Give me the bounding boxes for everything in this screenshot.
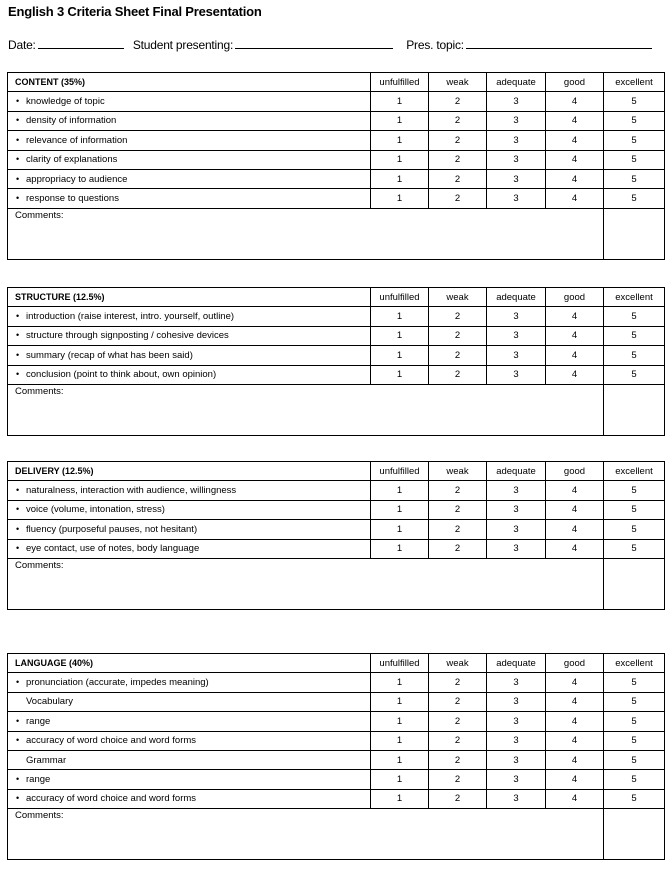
criterion-label bbox=[8, 731, 371, 750]
score-option-4[interactable]: 4 bbox=[546, 731, 604, 750]
criterion-label bbox=[8, 189, 371, 208]
bullet-icon: • bbox=[16, 311, 20, 322]
score-option-5[interactable]: 5 bbox=[604, 520, 665, 539]
score-option-3[interactable]: 3 bbox=[487, 150, 546, 169]
criterion-row bbox=[8, 712, 665, 731]
score-option-1[interactable]: 1 bbox=[371, 92, 429, 111]
bullet-icon: • bbox=[16, 774, 20, 785]
bullet-icon: • bbox=[16, 504, 20, 515]
score-option-3[interactable]: 3 bbox=[487, 111, 546, 130]
criterion-row bbox=[8, 92, 665, 111]
score-option-5[interactable]: 5 bbox=[604, 346, 665, 365]
criterion-label bbox=[8, 111, 371, 130]
bullet-icon: • bbox=[16, 330, 20, 341]
score-option-2[interactable]: 2 bbox=[429, 770, 487, 789]
score-option-5[interactable]: 5 bbox=[604, 111, 665, 130]
scale-header-excellent: excellent bbox=[604, 288, 665, 307]
bullet-icon: • bbox=[16, 134, 20, 145]
criterion-subheading bbox=[8, 750, 371, 769]
score-option-5[interactable]: 5 bbox=[604, 539, 665, 558]
score-option-5[interactable]: 5 bbox=[604, 692, 665, 711]
section-total-cell[interactable] bbox=[604, 558, 665, 609]
score-option-2[interactable]: 2 bbox=[429, 539, 487, 558]
score-option-5[interactable]: 5 bbox=[604, 500, 665, 519]
scale-header-unfulfilled: unfulfilled bbox=[371, 73, 429, 92]
score-option-1[interactable]: 1 bbox=[371, 131, 429, 150]
criterion-text: Vocabulary bbox=[26, 696, 74, 708]
section-heading: DELIVERY (12.5%) bbox=[8, 462, 371, 481]
score-option-3[interactable]: 3 bbox=[487, 346, 546, 365]
score-option-2[interactable]: 2 bbox=[429, 150, 487, 169]
score-option-2[interactable]: 2 bbox=[429, 169, 487, 188]
scale-header-weak: weak bbox=[429, 288, 487, 307]
criterion-row bbox=[8, 770, 665, 789]
criterion-text: voice (volume, intonation, stress) bbox=[26, 504, 165, 516]
comments-row bbox=[8, 208, 665, 259]
score-option-3[interactable]: 3 bbox=[487, 500, 546, 519]
score-option-4[interactable]: 4 bbox=[546, 169, 604, 188]
criterion-row bbox=[8, 169, 665, 188]
scale-header-adequate: adequate bbox=[487, 73, 546, 92]
score-option-4[interactable]: 4 bbox=[546, 712, 604, 731]
score-option-2[interactable]: 2 bbox=[429, 789, 487, 808]
section-total-cell[interactable] bbox=[604, 809, 665, 860]
criterion-text: summary (recap of what has been said) bbox=[26, 349, 193, 361]
criterion-subheading bbox=[8, 692, 371, 711]
score-option-4[interactable]: 4 bbox=[546, 750, 604, 769]
score-option-1[interactable]: 1 bbox=[371, 326, 429, 345]
criterion-text: Grammar bbox=[26, 754, 67, 766]
comments-field[interactable] bbox=[8, 558, 371, 609]
criterion-text: response to questions bbox=[26, 193, 119, 205]
criterion-text: range bbox=[26, 774, 51, 786]
score-option-1[interactable]: 1 bbox=[371, 692, 429, 711]
scale-header-good: good bbox=[546, 288, 604, 307]
bullet-icon: • bbox=[16, 735, 20, 746]
bullet-icon: • bbox=[16, 349, 20, 360]
score-option-2[interactable]: 2 bbox=[429, 673, 487, 692]
criterion-row bbox=[8, 131, 665, 150]
score-option-2[interactable]: 2 bbox=[429, 326, 487, 345]
criterion-label bbox=[8, 365, 371, 384]
criterion-label bbox=[8, 150, 371, 169]
score-option-3[interactable]: 3 bbox=[487, 326, 546, 345]
score-option-3[interactable]: 3 bbox=[487, 539, 546, 558]
criteria-table-delivery bbox=[7, 461, 665, 610]
score-option-4[interactable]: 4 bbox=[546, 481, 604, 500]
table-header-row bbox=[8, 462, 665, 481]
score-option-3[interactable]: 3 bbox=[487, 520, 546, 539]
criterion-label bbox=[8, 520, 371, 539]
criterion-text: clarity of explanations bbox=[26, 154, 118, 166]
score-option-3[interactable]: 3 bbox=[487, 169, 546, 188]
bullet-icon: • bbox=[16, 485, 20, 496]
score-option-3[interactable]: 3 bbox=[487, 789, 546, 808]
score-option-5[interactable]: 5 bbox=[604, 131, 665, 150]
score-option-2[interactable]: 2 bbox=[429, 346, 487, 365]
score-option-4[interactable]: 4 bbox=[546, 770, 604, 789]
score-option-1[interactable]: 1 bbox=[371, 346, 429, 365]
scale-header-adequate: adequate bbox=[487, 462, 546, 481]
scale-header-adequate: adequate bbox=[487, 654, 546, 673]
score-option-1[interactable]: 1 bbox=[371, 520, 429, 539]
criterion-row bbox=[8, 750, 665, 769]
score-option-5[interactable]: 5 bbox=[604, 712, 665, 731]
date-field[interactable] bbox=[38, 37, 124, 49]
score-option-3[interactable]: 3 bbox=[487, 131, 546, 150]
score-option-2[interactable]: 2 bbox=[429, 365, 487, 384]
student-presenting-label: Student presenting: bbox=[132, 38, 234, 52]
criterion-text: conclusion (point to think about, own opinion) bbox=[26, 369, 217, 381]
score-option-2[interactable]: 2 bbox=[429, 481, 487, 500]
score-option-4[interactable]: 4 bbox=[546, 692, 604, 711]
scale-header-excellent: excellent bbox=[604, 73, 665, 92]
score-option-4[interactable]: 4 bbox=[546, 131, 604, 150]
score-option-2[interactable]: 2 bbox=[429, 712, 487, 731]
bullet-icon: • bbox=[16, 115, 20, 126]
criteria-table-content bbox=[7, 72, 665, 260]
score-option-4[interactable]: 4 bbox=[546, 500, 604, 519]
presentation-topic-label: Pres. topic: bbox=[406, 38, 464, 52]
score-option-5[interactable]: 5 bbox=[604, 750, 665, 769]
table-header-row bbox=[8, 654, 665, 673]
score-option-1[interactable]: 1 bbox=[371, 731, 429, 750]
criterion-text: density of information bbox=[26, 115, 117, 127]
score-option-4[interactable]: 4 bbox=[546, 673, 604, 692]
comments-row bbox=[8, 384, 665, 435]
score-option-4[interactable]: 4 bbox=[546, 346, 604, 365]
score-option-4[interactable]: 4 bbox=[546, 520, 604, 539]
scale-header-good: good bbox=[546, 73, 604, 92]
score-option-4[interactable]: 4 bbox=[546, 92, 604, 111]
score-option-2[interactable]: 2 bbox=[429, 111, 487, 130]
criterion-row bbox=[8, 189, 665, 208]
score-option-3[interactable]: 3 bbox=[487, 189, 546, 208]
section-total-cell[interactable] bbox=[604, 384, 665, 435]
score-option-1[interactable]: 1 bbox=[371, 539, 429, 558]
section-heading: LANGUAGE (40%) bbox=[8, 654, 371, 673]
score-option-1[interactable]: 1 bbox=[371, 500, 429, 519]
score-option-1[interactable]: 1 bbox=[371, 189, 429, 208]
criterion-row bbox=[8, 673, 665, 692]
criterion-label bbox=[8, 770, 371, 789]
criterion-text: introduction (raise interest, intro. yourself, outline) bbox=[26, 311, 235, 323]
criterion-row bbox=[8, 365, 665, 384]
criterion-text: relevance of information bbox=[26, 134, 128, 146]
score-option-1[interactable]: 1 bbox=[371, 365, 429, 384]
bullet-icon: • bbox=[16, 154, 20, 165]
scale-header-weak: weak bbox=[429, 73, 487, 92]
criterion-text: naturalness, interaction with audience, willingness bbox=[26, 485, 237, 497]
comments-area[interactable] bbox=[371, 384, 604, 435]
score-option-2[interactable]: 2 bbox=[429, 307, 487, 326]
criterion-row bbox=[8, 111, 665, 130]
score-option-4[interactable]: 4 bbox=[546, 365, 604, 384]
bullet-icon: • bbox=[16, 793, 20, 804]
criterion-label bbox=[8, 169, 371, 188]
scale-header-unfulfilled: unfulfilled bbox=[371, 288, 429, 307]
bullet-icon: • bbox=[16, 96, 20, 107]
score-option-1[interactable]: 1 bbox=[371, 150, 429, 169]
criterion-text: structure through signposting / cohesive devices bbox=[26, 330, 229, 342]
comments-area[interactable] bbox=[371, 558, 604, 609]
section-heading: STRUCTURE (12.5%) bbox=[8, 288, 371, 307]
criterion-text: range bbox=[26, 715, 51, 727]
scale-header-good: good bbox=[546, 654, 604, 673]
document-title: English 3 Criteria Sheet Final Presentation bbox=[8, 4, 262, 19]
comments-area[interactable] bbox=[371, 208, 604, 259]
criterion-text: knowledge of topic bbox=[26, 96, 105, 108]
score-option-3[interactable]: 3 bbox=[487, 673, 546, 692]
section-heading: CONTENT (35%) bbox=[8, 73, 371, 92]
score-option-5[interactable]: 5 bbox=[604, 307, 665, 326]
score-option-1[interactable]: 1 bbox=[371, 712, 429, 731]
score-option-3[interactable]: 3 bbox=[487, 92, 546, 111]
criterion-text: accuracy of word choice and word forms bbox=[26, 735, 197, 747]
comments-field[interactable] bbox=[8, 384, 371, 435]
criteria-table-structure bbox=[7, 287, 665, 436]
score-option-4[interactable]: 4 bbox=[546, 111, 604, 130]
table-header-row bbox=[8, 73, 665, 92]
date-label: Date: bbox=[8, 38, 36, 52]
criterion-row bbox=[8, 731, 665, 750]
score-option-3[interactable]: 3 bbox=[487, 770, 546, 789]
score-option-5[interactable]: 5 bbox=[604, 326, 665, 345]
score-option-3[interactable]: 3 bbox=[487, 307, 546, 326]
criterion-label bbox=[8, 539, 371, 558]
criterion-text: eye contact, use of notes, body language bbox=[26, 543, 200, 555]
criterion-row bbox=[8, 539, 665, 558]
comments-field[interactable] bbox=[8, 208, 371, 259]
score-option-3[interactable]: 3 bbox=[487, 712, 546, 731]
section-total-cell[interactable] bbox=[604, 208, 665, 259]
comments-area[interactable] bbox=[371, 809, 604, 860]
score-option-2[interactable]: 2 bbox=[429, 731, 487, 750]
criteria-table-language bbox=[7, 653, 665, 860]
score-option-1[interactable]: 1 bbox=[371, 169, 429, 188]
score-option-4[interactable]: 4 bbox=[546, 789, 604, 808]
scale-header-unfulfilled: unfulfilled bbox=[371, 654, 429, 673]
criterion-row bbox=[8, 326, 665, 345]
comments-label: Comments: bbox=[15, 385, 64, 397]
criterion-row bbox=[8, 150, 665, 169]
score-option-3[interactable]: 3 bbox=[487, 731, 546, 750]
bullet-icon: • bbox=[16, 369, 20, 380]
scale-header-unfulfilled: unfulfilled bbox=[371, 462, 429, 481]
criterion-label bbox=[8, 712, 371, 731]
table-header-row bbox=[8, 288, 665, 307]
criterion-row bbox=[8, 692, 665, 711]
score-option-5[interactable]: 5 bbox=[604, 150, 665, 169]
score-option-1[interactable]: 1 bbox=[371, 673, 429, 692]
score-option-2[interactable]: 2 bbox=[429, 520, 487, 539]
student-presenting-field[interactable] bbox=[235, 37, 393, 49]
score-option-4[interactable]: 4 bbox=[546, 307, 604, 326]
score-option-2[interactable]: 2 bbox=[429, 131, 487, 150]
score-option-4[interactable]: 4 bbox=[546, 189, 604, 208]
comments-field[interactable] bbox=[8, 809, 371, 860]
score-option-5[interactable]: 5 bbox=[604, 189, 665, 208]
scale-header-good: good bbox=[546, 462, 604, 481]
score-option-2[interactable]: 2 bbox=[429, 189, 487, 208]
score-option-5[interactable]: 5 bbox=[604, 365, 665, 384]
score-option-2[interactable]: 2 bbox=[429, 500, 487, 519]
score-option-5[interactable]: 5 bbox=[604, 169, 665, 188]
score-option-5[interactable]: 5 bbox=[604, 481, 665, 500]
score-option-5[interactable]: 5 bbox=[604, 673, 665, 692]
score-option-3[interactable]: 3 bbox=[487, 481, 546, 500]
score-option-4[interactable]: 4 bbox=[546, 539, 604, 558]
criterion-label bbox=[8, 326, 371, 345]
score-option-1[interactable]: 1 bbox=[371, 481, 429, 500]
criterion-label bbox=[8, 131, 371, 150]
score-option-1[interactable]: 1 bbox=[371, 307, 429, 326]
criterion-label bbox=[8, 500, 371, 519]
score-option-5[interactable]: 5 bbox=[604, 731, 665, 750]
bullet-icon: • bbox=[16, 715, 20, 726]
criterion-label bbox=[8, 307, 371, 326]
comments-row bbox=[8, 558, 665, 609]
bullet-icon: • bbox=[16, 193, 20, 204]
score-option-3[interactable]: 3 bbox=[487, 365, 546, 384]
score-option-1[interactable]: 1 bbox=[371, 789, 429, 808]
criterion-row bbox=[8, 500, 665, 519]
bullet-icon: • bbox=[16, 523, 20, 534]
criterion-text: pronunciation (accurate, impedes meaning) bbox=[26, 677, 209, 689]
score-option-2[interactable]: 2 bbox=[429, 750, 487, 769]
score-option-1[interactable]: 1 bbox=[371, 111, 429, 130]
criterion-row bbox=[8, 307, 665, 326]
score-option-5[interactable]: 5 bbox=[604, 789, 665, 808]
criterion-row bbox=[8, 520, 665, 539]
criterion-row bbox=[8, 481, 665, 500]
criterion-label bbox=[8, 481, 371, 500]
criterion-label bbox=[8, 789, 371, 808]
score-option-1[interactable]: 1 bbox=[371, 750, 429, 769]
score-option-5[interactable]: 5 bbox=[604, 92, 665, 111]
presentation-info-line bbox=[8, 37, 668, 52]
score-option-2[interactable]: 2 bbox=[429, 692, 487, 711]
scale-header-adequate: adequate bbox=[487, 288, 546, 307]
criterion-text: fluency (purposeful pauses, not hesitant) bbox=[26, 523, 198, 535]
presentation-topic-field[interactable] bbox=[466, 37, 652, 49]
comments-label: Comments: bbox=[15, 209, 64, 221]
scale-header-weak: weak bbox=[429, 462, 487, 481]
criterion-label bbox=[8, 673, 371, 692]
comments-row bbox=[8, 809, 665, 860]
comments-label: Comments: bbox=[15, 810, 64, 822]
score-option-5[interactable]: 5 bbox=[604, 770, 665, 789]
bullet-icon: • bbox=[16, 543, 20, 554]
score-option-1[interactable]: 1 bbox=[371, 770, 429, 789]
comments-label: Comments: bbox=[15, 559, 64, 571]
scale-header-weak: weak bbox=[429, 654, 487, 673]
score-option-3[interactable]: 3 bbox=[487, 750, 546, 769]
scale-header-excellent: excellent bbox=[604, 462, 665, 481]
score-option-4[interactable]: 4 bbox=[546, 326, 604, 345]
bullet-icon: • bbox=[16, 677, 20, 688]
bullet-icon: • bbox=[16, 173, 20, 184]
criterion-text: accuracy of word choice and word forms bbox=[26, 793, 197, 805]
criterion-label bbox=[8, 346, 371, 365]
score-option-3[interactable]: 3 bbox=[487, 692, 546, 711]
criterion-label bbox=[8, 92, 371, 111]
criterion-row bbox=[8, 346, 665, 365]
criterion-text: appropriacy to audience bbox=[26, 173, 128, 185]
score-option-2[interactable]: 2 bbox=[429, 92, 487, 111]
scale-header-excellent: excellent bbox=[604, 654, 665, 673]
score-option-4[interactable]: 4 bbox=[546, 150, 604, 169]
criterion-row bbox=[8, 789, 665, 808]
